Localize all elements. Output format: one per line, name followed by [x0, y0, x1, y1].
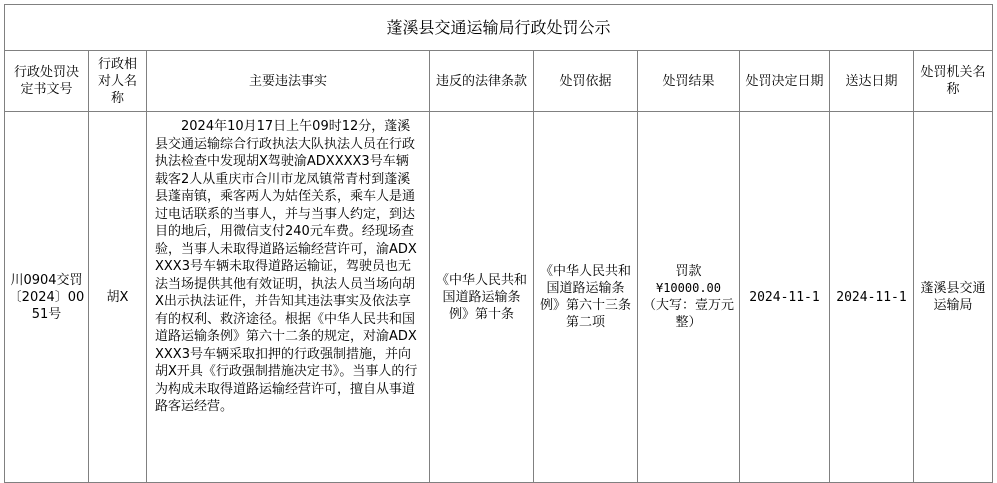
table-row [5, 112, 993, 483]
header-penalty-result: 处罚结果 [638, 51, 740, 112]
cell-delivery-date: 2024-11-1 [830, 112, 914, 483]
header-authority: 处罚机关名称 [914, 51, 993, 112]
header-penalty-basis: 处罚依据 [534, 51, 638, 112]
header-decision-date: 处罚决定日期 [740, 51, 830, 112]
cell-authority: 蓬溪县交通运输局 [914, 112, 993, 483]
document-title: 蓬溪县交通运输局行政处罚公示 [5, 5, 993, 51]
cell-law-violated: 《中华人民共和国道路运输条例》第十条 [430, 112, 534, 483]
penalty-amount-words: （大写：壹万元整） [642, 298, 734, 330]
cell-decision-date: 2024-11-1 [740, 112, 830, 483]
penalty-type: 罚款 [675, 264, 702, 279]
header-facts: 主要违法事实 [147, 51, 430, 112]
title-row [5, 5, 993, 51]
penalty-amount: ¥10000.00 [655, 281, 722, 295]
cell-penalty-result [638, 112, 740, 483]
penalty-table [4, 4, 993, 483]
cell-party-name: 胡X [89, 112, 147, 483]
header-law-violated: 违反的法律条款 [430, 51, 534, 112]
cell-doc-number: 川0904交罚〔2024〕0051号 [5, 112, 89, 483]
header-doc-number: 行政处罚决定书文号 [5, 51, 89, 112]
header-row [5, 51, 993, 112]
cell-penalty-basis: 《中华人民共和国道路运输条例》第六十三条第二项 [534, 112, 638, 483]
header-party-name: 行政相对人名称 [89, 51, 147, 112]
header-delivery-date: 送达日期 [830, 51, 914, 112]
cell-facts: 2024年10月17日上午09时12分，蓬溪县交通运输综合行政执法大队执法人员在行政执法检查中发现胡X驾驶渝ADXXXX3号车辆载客2人从重庆市合川市龙凤镇常青村到蓬溪县蓬南镇，乘客两人为姑侄关系，乘车人是通过电话联系的当事人，并与当事人约定，到达目的地后，用微信支付240元车费。经现场查验，当事人未取得道路运输经营许可，渝ADXXXX3号车辆未取得道路运输证，驾驶员也无法当场提供其他有效证明，执法人员当场向胡X出示执法证件，并告知其违法事实及依法享有的权利、救济途径。根据《中华人民共和国道路运输条例》第六十二条的规定，对渝ADXXXX3号车辆采取扣押的行政强制措施，并向胡X开具《行政强制措施决定书》。当事人的行为构成未取得道路运输经营许可，擅自从事道路客运经营。 [147, 112, 430, 483]
